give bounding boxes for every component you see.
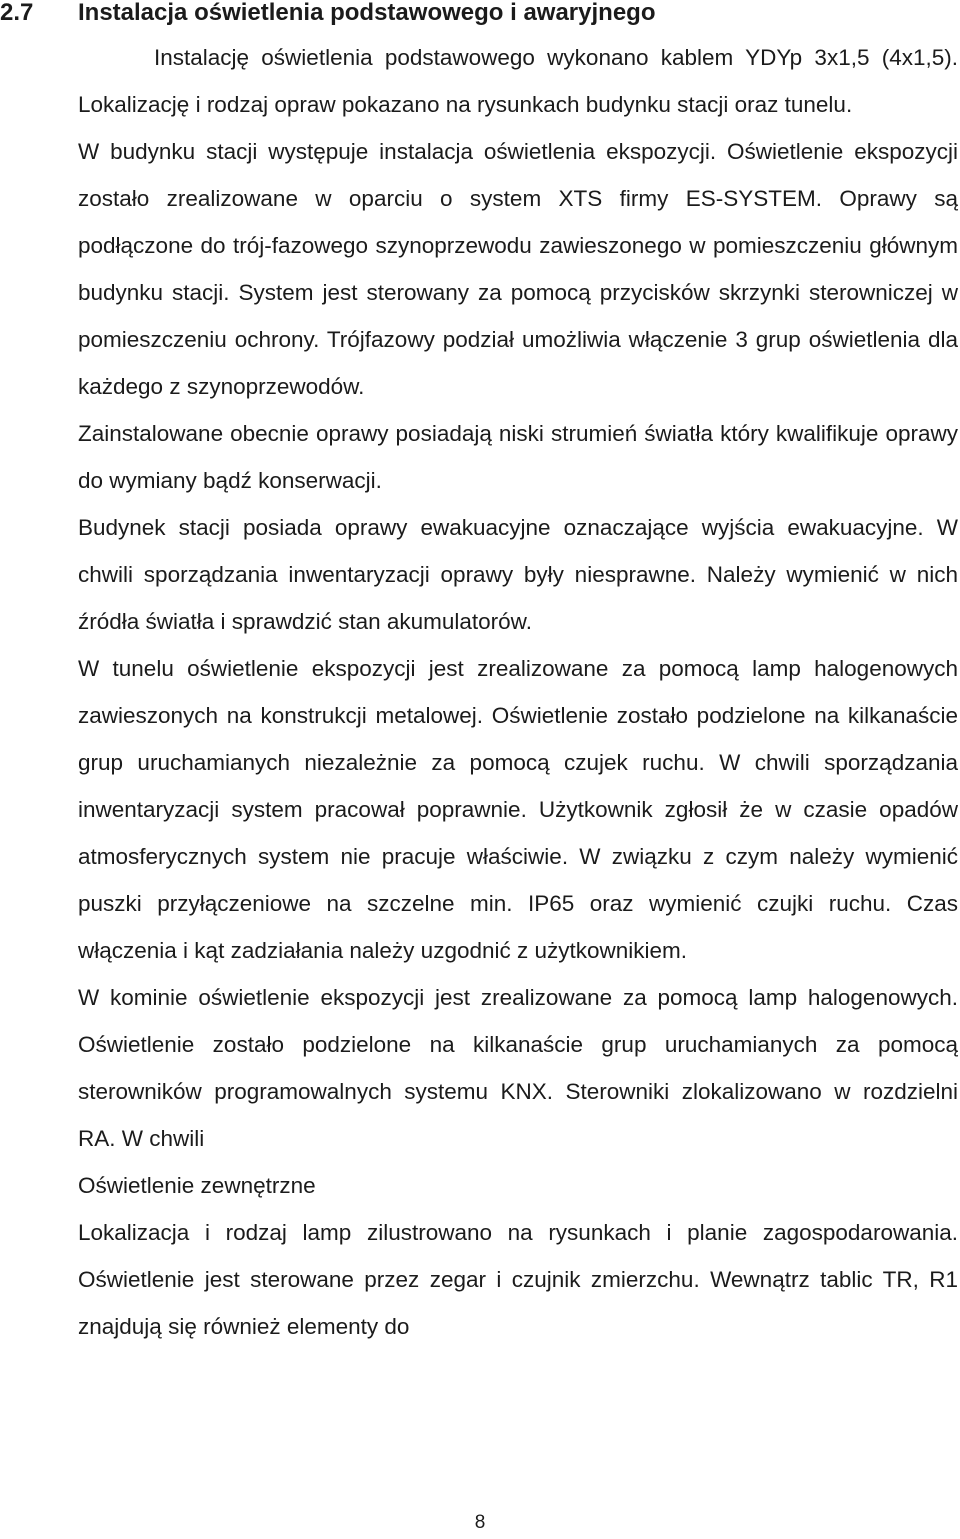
paragraph-outdoor-lighting: Lokalizacja i rodzaj lamp zilustrowano na rysunkach i planie zagospodarowania. Oświetlenie jest sterowane przez zegar i czujnik zmierzchu. Wewnątrz tablic TR, R1 znajdują się również elementy do	[78, 1220, 958, 1339]
section-title: Instalacja oświetlenia podstawowego i awaryjnego	[78, 0, 656, 26]
paragraph-chimney-lighting: W kominie oświetlenie ekspozycji jest zrealizowane za pomocą lamp halogenowych. Oświetlenie zostało podzielone na kilkanaście grup uruchamianych za pomocą sterowników programowalnych systemu KNX. Sterowniki zlokalizowano w rozdzielni RA. W chwili	[78, 985, 958, 1151]
paragraph-tunnel-lighting: W tunelu oświetlenie ekspozycji jest zrealizowane za pomocą lamp halogenowych zawieszonych na konstrukcji metalowej. Oświetlenie zostało podzielone na kilkanaście grup uruchamianych niezależnie za pomocą czujek ruchu. W chwili sporządzania inwentaryzacji system pracował poprawnie. Użytkownik zgłosił że w czasie opadów atmosferycznych system nie pracuje właściwie. W związku z czym należy wymienić puszki przyłączeniowe na szczelne min. IP65 oraz wymienić czujki ruchu. Czas włączenia i kąt zadziałania należy uzgodnić z użytkownikiem.	[78, 656, 958, 963]
paragraph-cable: Instalację oświetlenia podstawowego wykonano kablem YDYp 3x1,5 (4x1,5). Lokalizację i rodzaj opraw pokazano na rysunkach budynku stacji oraz tunelu.	[78, 45, 958, 117]
section-heading	[0, 0, 656, 30]
page-number: 8	[474, 1512, 486, 1533]
section-body	[78, 34, 958, 1350]
paragraph-luminaires-condition: Zainstalowane obecnie oprawy posiadają niski strumień światła który kwalifikuje oprawy do wymiany bądź konserwacji.	[78, 421, 958, 493]
section-number: 2.7	[0, 0, 34, 26]
paragraph-outdoor-heading: Oświetlenie zewnętrzne	[78, 1173, 316, 1198]
paragraph-emergency-lighting: Budynek stacji posiada oprawy ewakuacyjne oznaczające wyjścia ewakuacyjne. W chwili sporządzania inwentaryzacji oprawy były niesprawne. Należy wymienić w nich źródła światła i sprawdzić stan akumulatorów.	[78, 515, 958, 634]
paragraph-exhibition-lighting: W budynku stacji występuje instalacja oświetlenia ekspozycji. Oświetlenie ekspozycji zostało zrealizowane w oparciu o system XTS firmy ES-SYSTEM. Oprawy są podłączone do trój-fazowego szynoprzewodu zawieszonego w pomieszczeniu głównym budynku stacji. System jest sterowany za pomocą przycisków skrzynki sterowniczej w pomieszczeniu ochrony. Trójfazowy podział umożliwia włączenie 3 grup oświetlenia dla każdego z szynoprzewodów.	[78, 139, 958, 399]
